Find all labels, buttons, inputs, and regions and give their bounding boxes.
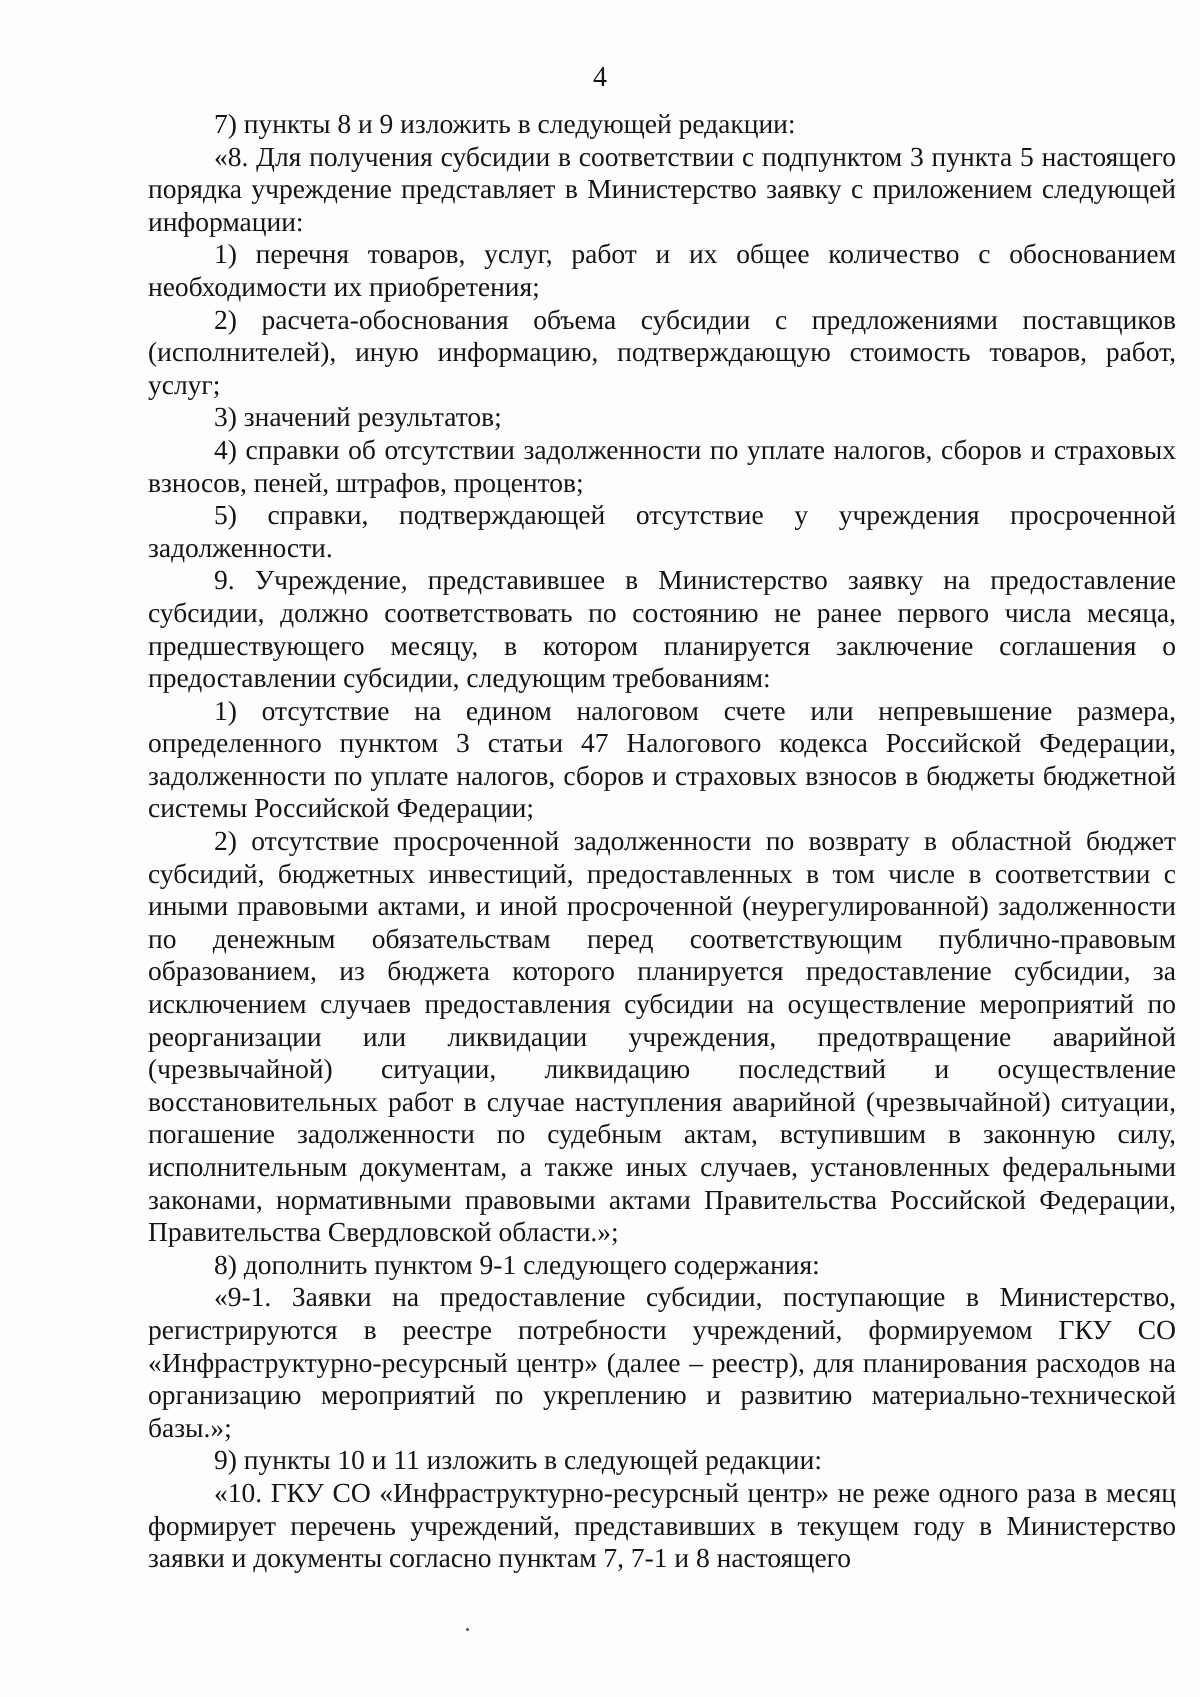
page-number: 4 (593, 62, 607, 93)
document-body (148, 108, 1176, 1575)
paragraph-amendment-9: 9) пункты 10 и 11 изложить в следующей редакции: (214, 1444, 823, 1476)
paragraph-clause-9: 9. Учреждение, представившее в Министерство заявку на предоставление субсидии, должно соответствовать по состоянию не ранее первого числа месяца, предшествующего месяцу, в котором планируется заключение соглашения о предоставлении субсидии, следующим требованиям: (148, 564, 1176, 694)
paragraph-clause-8-item-4: 4) справки об отсутствии задолженности по уплате налогов, сборов и страховых взносов, пеней, штрафов, процентов; (148, 433, 1176, 498)
paragraph-clause-8-item-2: 2) расчета-обоснования объема субсидии с предложениями поставщиков (исполнителей), иную информацию, подтверждающую стоимость товаров, работ, услуг; (148, 303, 1176, 400)
paragraph-clause-9-item-1: 1) отсутствие на едином налоговом счете или непревышение размера, определенного пунктом 3 статьи 47 Налогового кодекса Российской Федерации, задолженности по уплате налогов, сборов и страховых взносов в бюджеты бюджетной системы Российской Федерации; (148, 694, 1176, 824)
paragraph-clause-8: «8. Для получения субсидии в соответствии с подпунктом 3 пункта 5 настоящего порядка учреждение представляет в Министерство заявку с приложением следующей информации: (148, 140, 1176, 237)
paragraph-clause-8-item-3: 3) значений результатов; (214, 401, 502, 433)
paragraph-clause-8-item-1: 1) перечня товаров, услуг, работ и их общее количество с обоснованием необходимости их приобретения; (148, 238, 1176, 302)
paragraph-amendment-7: 7) пункты 8 и 9 изложить в следующей редакции: (214, 108, 796, 139)
paragraph-clause-9-item-2: 2) отсутствие просроченной задолженности по возврату в областной бюджет субсидий, бюджетных инвестиций, предоставленных в том числе в соответствии с иными правовыми актами, и иной просроченной (неурегулированной) задолженности по денежным обязательствам перед соответствующим публично-правовым образованием, из бюджета которого планируется предоставление субсидии, за исключением случаев предоставления субсидии на осуществление мероприятий по реорганизации или ликвидации учреждения, предотвращение аварийной (чрезвычайной) ситуации, ликвидацию последствий и осуществление восстановительных работ в случае наступления аварийной (чрезвычайной) ситуации, погашение задолженности по судебным актам, вступившим в законную силу, исполнительным документам, а также иных случаев, установленных федеральными законами, нормативными правовыми актами Правительства Российской Федерации, Правительства Свердловской области.»; (148, 825, 1176, 1248)
paragraph-amendment-8: 8) дополнить пунктом 9-1 следующего содержания: (214, 1248, 820, 1280)
paragraph-clause-9-1: «9-1. Заявки на предоставление субсидии, поступающие в Министерство, регистрируются в реестре потребности учреждений, формируемом ГКУ СО «Инфраструктурно-ресурсный центр» (далее – реестр), для планирования расходов на организацию мероприятий по укреплению и развитию материально-технической базы.»; (148, 1281, 1176, 1443)
paragraph-clause-8-item-5: 5) справки, подтверждающей отсутствие у учреждения просроченной задолженности. (148, 499, 1176, 563)
paragraph-clause-10: «10. ГКУ СО «Инфраструктурно-ресурсный центр» не реже одного раза в месяц формирует перечень учреждений, представивших в текущем году в Министерство заявки и документы согласно пунктам 7, 7-1 и 8 настоящего (148, 1476, 1176, 1574)
scan-dot (466, 1628, 469, 1631)
